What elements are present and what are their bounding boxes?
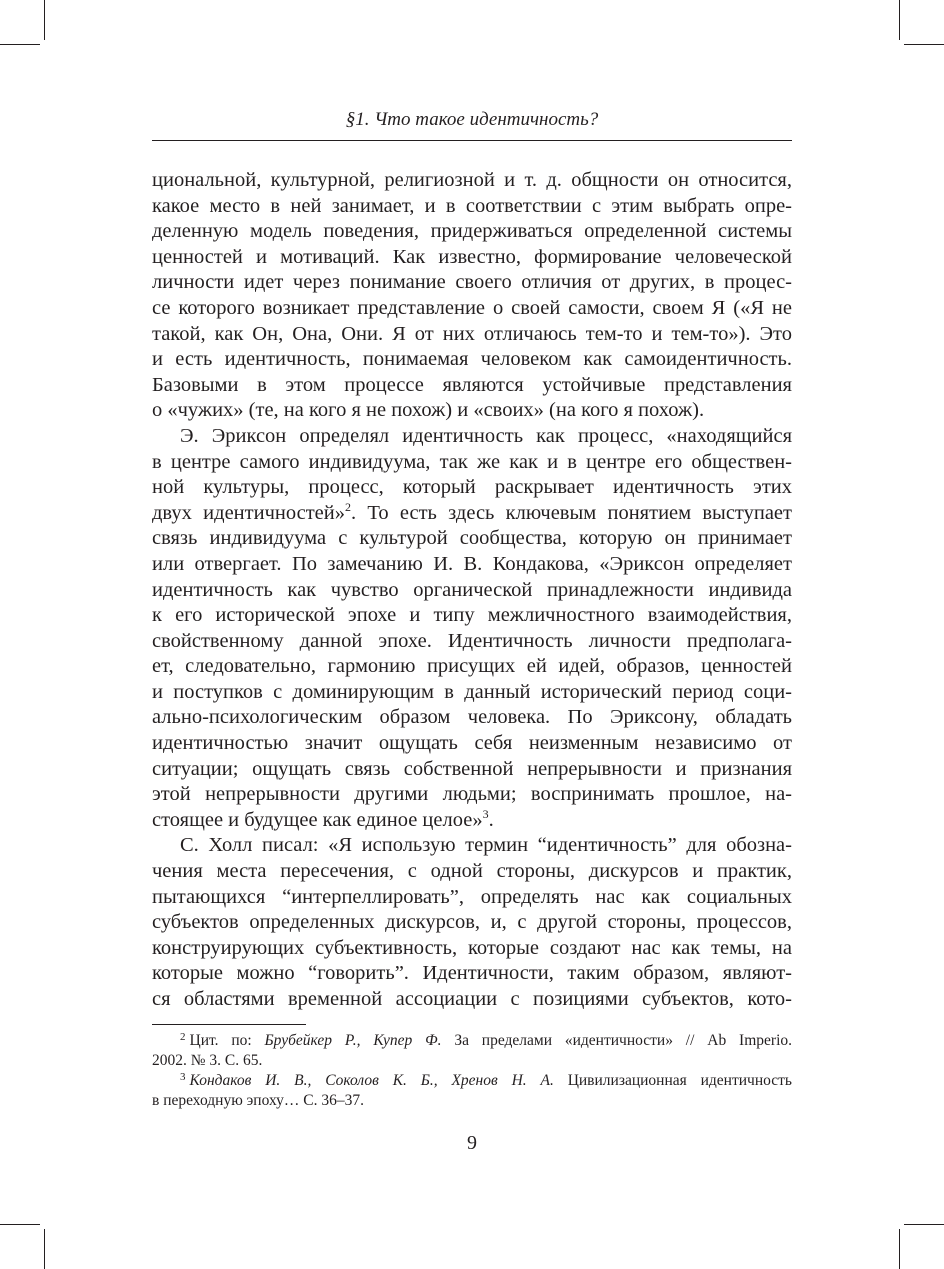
footnote-text: Цивилизационная идентичность	[553, 1072, 792, 1089]
text-line: или отвергает. По замечанию И. В. Кондакова, «Эриксон определяет	[152, 552, 792, 575]
footnote-2	[152, 1031, 792, 1051]
text-segment: .	[488, 808, 494, 831]
footnote-rule	[152, 1024, 306, 1025]
page-number: 9	[467, 1132, 477, 1154]
footnote-2-continued: 2002. № 3. С. 65.	[152, 1052, 263, 1069]
crop-mark	[0, 1224, 40, 1225]
text-line: субъектов определенных дискурсов, и, с другой стороны, процессов,	[152, 911, 792, 934]
text-segment: двух идентичностей»	[152, 501, 345, 524]
footnote-3	[152, 1071, 792, 1091]
footnote-text: Цит. по:	[189, 1032, 265, 1049]
text-line: такой, как Он, Она, Они. Я от них отличаюсь тем-то и тем-то»). Это	[152, 322, 792, 345]
text-line: какое место в ней занимает, и в соответствии с этим выбрать опре-	[152, 194, 792, 217]
text-line: связь индивидуума с культурой сообщества, которую он принимает	[152, 527, 792, 550]
text-line: С. Холл писал: «Я использую термин “идентичность” для обозна-	[180, 834, 792, 857]
crop-mark	[899, 0, 900, 40]
text-segment: стоящее и будущее как единое целое»	[152, 808, 483, 831]
text-line: Базовыми в этом процессе являются устойчивые представления	[152, 373, 792, 396]
crop-mark	[904, 44, 944, 45]
crop-mark	[904, 1224, 944, 1225]
text-line-with-footnote	[152, 808, 792, 834]
text-line: идентичность как чувство органической принадлежности индивида	[152, 578, 792, 601]
crop-mark	[899, 1229, 900, 1269]
text-segment: . То есть здесь ключевым понятием выступает	[351, 501, 792, 524]
text-line: ся областями временной ассоциации с позициями субъектов, кото-	[152, 988, 792, 1010]
text-line: свойственному данной эпохе. Идентичность личности предполага-	[152, 629, 792, 652]
text-line: циональной, культурной, религиозной и т. д. общности он относится,	[152, 169, 792, 191]
text-line: деленную модель поведения, придерживаться определенной системы	[152, 220, 792, 243]
crop-mark	[0, 44, 40, 45]
running-head: §1. Что такое идентичность?	[345, 109, 599, 130]
footnote-mark: 3	[180, 1071, 186, 1083]
footnote-ref-3[interactable]: 3	[482, 806, 489, 821]
text-line: о «чужих» (те, на кого я не похож) и «своих» (на кого я похож).	[152, 399, 705, 422]
text-line: Э. Эриксон определял идентичность как процесс, «находящийся	[180, 424, 792, 447]
footnote-ref-2[interactable]: 2	[345, 499, 351, 514]
text-line: ной культуры, процесс, который раскрывает идентичность этих	[152, 476, 792, 499]
body-text	[152, 168, 792, 1013]
text-line: к его исторической эпохе и типу межличностного взаимодействия,	[152, 604, 792, 627]
text-line: этой непрерывности другими людьми; воспринимать прошлое, на-	[152, 783, 792, 806]
text-line: ет, следовательно, гармонию присущих ей идей, образов, ценностей	[152, 655, 792, 678]
text-line: ально-психологическим образом человека. По Эриксону, обладать	[152, 706, 792, 729]
text-line: в центре самого индивидуума, так же как и в центре его обществен-	[152, 450, 792, 473]
text-line-with-footnote	[152, 501, 792, 527]
text-line: личности идет через понимание своего отличия от других, в процес-	[152, 271, 792, 294]
text-line: и поступков с доминирующим в данный исторический период соци-	[152, 680, 792, 703]
text-line: пытающихся “интерпеллировать”, определять нас как социальных	[152, 885, 792, 908]
text-line: которые можно “говорить”. Идентичности, таким образом, являют-	[152, 962, 792, 985]
crop-mark	[44, 1229, 45, 1269]
crop-mark	[44, 0, 45, 40]
footnotes	[152, 1031, 792, 1111]
text-line: ценностей и мотиваций. Как известно, формирование человеческой	[152, 245, 792, 268]
header-rule	[152, 140, 792, 141]
text-line: конструирующих субъективность, которые создают нас как темы, на	[152, 936, 792, 959]
footnote-3-continued: в переходную эпоху… С. 36–37.	[152, 1092, 364, 1109]
footnote-authors: Кондаков И. В., Соколов К. Б., Хренов Н. А.	[189, 1072, 554, 1089]
footnote-mark: 2	[180, 1031, 186, 1043]
text-line: идентичностью значит ощущать себя неизменным независимо от	[152, 732, 792, 755]
footnote-text: За пределами «идентичности» // Ab Imperio.	[441, 1032, 793, 1049]
footnote-authors: Брубейкер Р., Купер Ф.	[264, 1032, 442, 1049]
text-line: се которого возникает представление о своей самости, своем Я («Я не	[152, 296, 792, 319]
text-line: ситуации; ощущать связь собственной непрерывности и признания	[152, 757, 792, 780]
text-line: чения места пересечения, с одной стороны, дискурсов и практик,	[152, 860, 792, 883]
text-line: и есть идентичность, понимаемая человеком как самоидентичность.	[152, 348, 792, 371]
